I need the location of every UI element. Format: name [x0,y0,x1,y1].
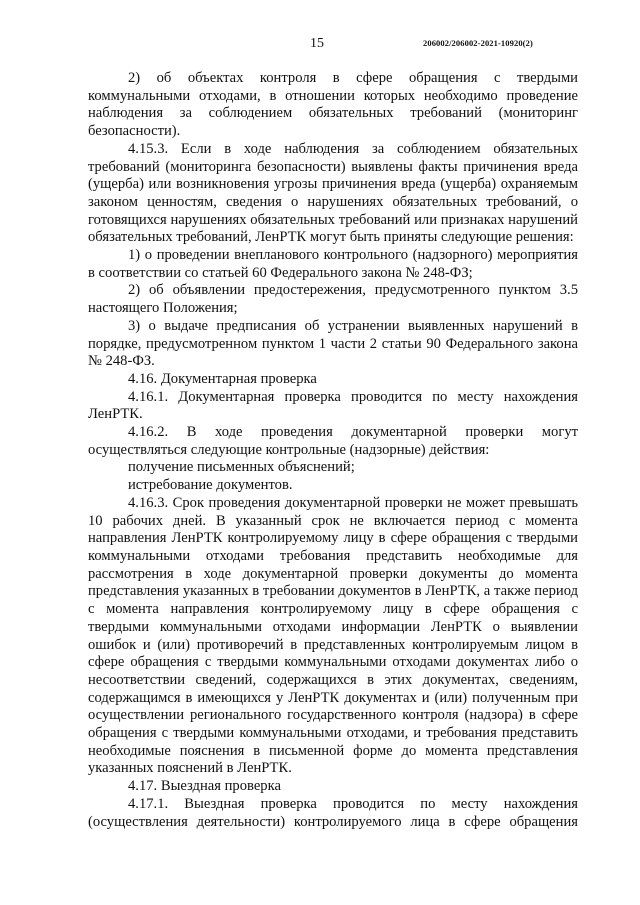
paragraph: 2) об объектах контроля в сфере обращения с твердыми коммунальными отходами, в отношении которых необходимо проведение наблюдения за соблюдением обязательных требований (мониторинг безопасности). [88,70,578,140]
list-item: получение письменных объяснений; [128,459,355,476]
list-item: истребование документов. [128,477,293,494]
section-heading: 4.17. Выездная проверка [128,778,281,795]
page-number: 15 [310,36,324,51]
document-body [88,70,578,831]
document-code: 206002/206002-2021-10920(2) [423,38,533,48]
paragraph: 4.16.2. В ходе проведения документарной проверки могут осуществляться следующие контрольные (надзорные) действия: [88,424,578,458]
paragraph: 4.16.1. Документарная проверка проводится по месту нахождения ЛенРТК. [88,388,578,423]
paragraph: 1) о проведении внепланового контрольного (надзорного) мероприятия в соответствии со статьей 60 Федерального закона № 248-ФЗ; [88,247,578,281]
paragraph: 3) о выдаче предписания об устранении выявленных нарушений в порядке, предусмотренном пунктом 1 части 2 статьи 90 Федерального закона № 248-ФЗ. [88,317,578,370]
paragraph: 2) об объявлении предостережения, предусмотренного пунктом 3.5 настоящего Положения; [88,282,578,317]
paragraph: 4.16.3. Срок проведения документарной проверки не может превышать 10 рабочих дней. В указанный срок не включается период с момента направления ЛенРТК контролируемому лицу в сфере обращения с твердыми коммунальными отходами требования представить необходимые для рассмотрения в ходе документарной проверки документы до момента представления указанных в требовании документов в ЛенРТК, а также период с момента направления контролируемому лицу в сфере обращения с твердыми коммунальными отходами информации ЛенРТК о выявлении ошибок и (или) противоречий в представленных контролируемым лицом в сфере обращения с твердыми коммунальными отходами документах либо о несоответствии сведений, содержащихся в этих документах, сведениям, содержащимся в имеющихся у ЛенРТК документах и (или) полученным при осуществлении регионального государственного контроля (надзора) в сфере обращения с твердыми коммунальными отходами, и требования представить необходимые пояснения в письменной форме до момента представления указанных пояснений в ЛенРТК. [88,494,578,777]
paragraph: 4.15.3. Если в ходе наблюдения за соблюдением обязательных требований (мониторинга безопасности) выявлены факты причинения вреда (ущерба) или возникновения угрозы причинения вреда (ущерба) охраняемым законом ценностям, сведения о нарушениях обязательных требований, о готовящихся нарушениях обязательных требований или признаках нарушений обязательных требований, ЛенРТК могут быть приняты следующие решения: [88,140,578,246]
paragraph: 4.17.1. Выездная проверка проводится по месту нахождения (осуществления деятельности) контролируемого лица в сфере обращения [88,795,578,830]
section-heading: 4.16. Документарная проверка [128,370,317,387]
